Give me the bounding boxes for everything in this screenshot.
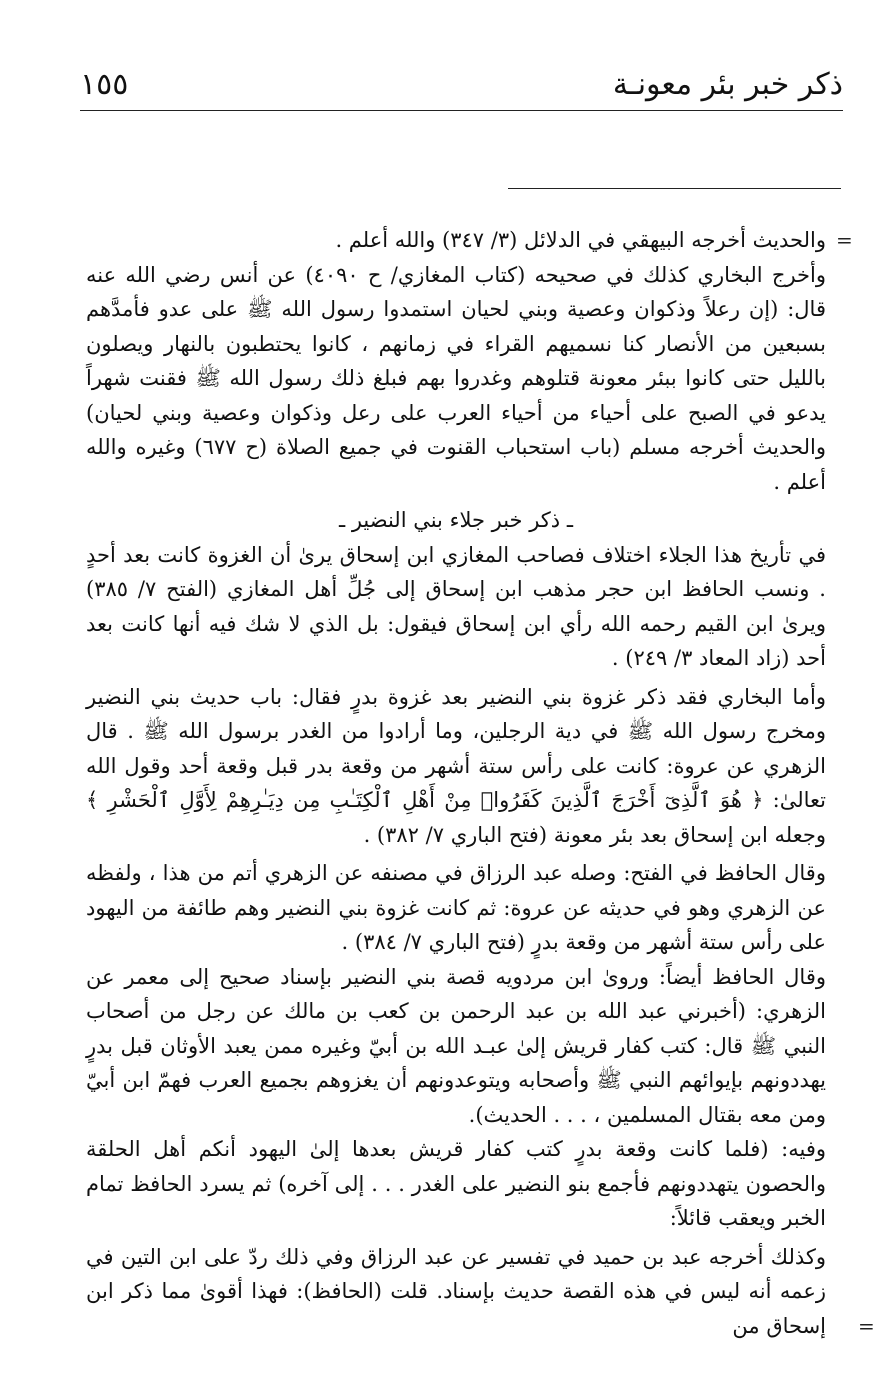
continuation-mark-top: =: [836, 228, 853, 252]
page-number: ١٥٥: [80, 67, 129, 102]
paragraph-abd-ibn-humayd: وكذلك أخرجه عبد بن حميد في تفسير عن عبد الرزاق وفي ذلك ردّ على ابن التين في زعمه أنه ليس في هذه القصة حديث بإسناد. قلت (الحافظ): فهذا أقوىٰ مما ذكر ابن إسحاق من: [86, 1244, 826, 1338]
paragraph-ibn-mardawayh: وقال الحافظ أيضاً: وروىٰ ابن مردويه قصة بني النضير بإسناد صحيح إلى معمر عن الزهري: (أخبرني عبد الله بن عبد الرحمن بن كعب بن مالك عن رجل من أصحاب النبي ﷺ قال: كتب كفار قريش إلىٰ عبـد الله بن أبيّ وغيره ممن يعبد الأوثان قبل بدرٍ يهددونهم بإيوائهم النبي ﷺ وأصحابه ويتوعدونهم أن يغزوهم بجميع العرب فهمّ ابن أبيّ ومن معه بقتال المسلمين ، . . . الحديث).: [86, 964, 826, 1127]
paragraph-bukhari-hadith: وأخرج البخاري كذلك في صحيحه (كتاب المغازي/ ح ٤٠٩٠) عن أنس رضي الله عنه قال: (إن رعلاً وذكوان وعصية وبني لحيان استمدوا رسول الله ﷺ على عدو فأمدَّهم بسبعين من الأنصار كنا نسميهم القراء في زمانهم ، كانوا يحتطبون بالنهار ويصلون بالليل حتى كانوا ببئر معونة قتلوهم وغدروا بهم فبلغ ذلك رسول الله ﷺ فقنت شهراً يدعو في الصبح على أحياء من أحياء العرب على رعل وذكوان وعصية وبني لحيان) والحديث أخرجه مسلم (باب استحباب القنوت في جميع الصلاة (ح ٦٧٧) وغيره والله أعلم .: [86, 262, 827, 494]
running-title: ذكر خبر بئر معونـة: [612, 67, 843, 102]
quran-verse: ﴿ هُوَ ٱلَّذِىٓ أَخْرَجَ ٱلَّذِينَ كَفَرُوا۟ مِنْ أَهْلِ ٱلْكِتَـٰبِ مِن دِيَـٰرِهِمْ لِأَوَّلِ ٱلْحَشْرِ ﴾: [86, 788, 764, 812]
paragraph-bukhari-order: [86, 680, 826, 853]
continuation-mark-bottom: =: [858, 1314, 875, 1338]
paragraph-text-after-verse: وجعله ابن إسحاق بعد بئر معونة (فتح الباري ٧/ ٣٨٢) .: [363, 822, 826, 847]
paragraph-date-of-expulsion: في تأريخ هذا الجلاء اختلاف فصاحب المغازي ابن إسحاق يرىٰ أن الغزوة كانت بعد أحدٍ . ونسب الحافظ ابن حجر مذهب ابن إسحاق إلى جُلِّ أهل المغازي (الفتح ٧/ ٣٨٥) ويرىٰ ابن القيم رحمه الله رأي ابن إسحاق فيقول: بل الذي لا شك فيه أنها كانت بعد أحد (زاد المعاد ٣/ ٢٤٩) .: [86, 542, 826, 670]
footnote-separator-rule: [508, 188, 841, 189]
paragraph-text-before-verse: وأما البخاري فقد ذكر غزوة بني النضير بعد غزوة بدرٍ فقال: باب حديث بني النضير ومخرج رسول الله ﷺ في دية الرجلين، وما أرادوا من الغدر برسول الله ﷺ . قال الزهري عن عروة: كانت على رأس ستة أشهر من وقعة بدر قبل وقعة أحد وقول الله تعالىٰ:: [86, 684, 826, 812]
paragraph-wa-fihi: وفيه: (فلما كانت وقعة بدرٍ كتب كفار قريش بعدها إلىٰ اليهود أنكم أهل الحلقة والحصون يتهددونهم فأجمع بنو النضير على الغدر . . . إلى آخره) ثم يسرد الحافظ تمام الخبر ويعقب قائلاً:: [86, 1137, 826, 1230]
paragraph-bayhaqi: والحديث أخرجه البيهقي في الدلائل (٣/ ٣٤٧) والله أعلم .: [335, 228, 826, 252]
section-title: ـ ذكر خبر جلاء بني النضير ـ: [339, 508, 573, 532]
footnote-body: [86, 223, 826, 1343]
paragraph-abdulrazzaq: وقال الحافظ في الفتح: وصله عبد الرزاق في مصنفه عن الزهري أتم من هذا ، ولفظه عن الزهري وهو في حديثه عن عروة: ثم كانت غزوة بني النضير وهم طائفة من اليهود على رأس ستة أشهر من وقعة بدرٍ (فتح الباري ٧/ ٣٨٤) .: [86, 861, 826, 954]
page-header: [80, 60, 843, 111]
